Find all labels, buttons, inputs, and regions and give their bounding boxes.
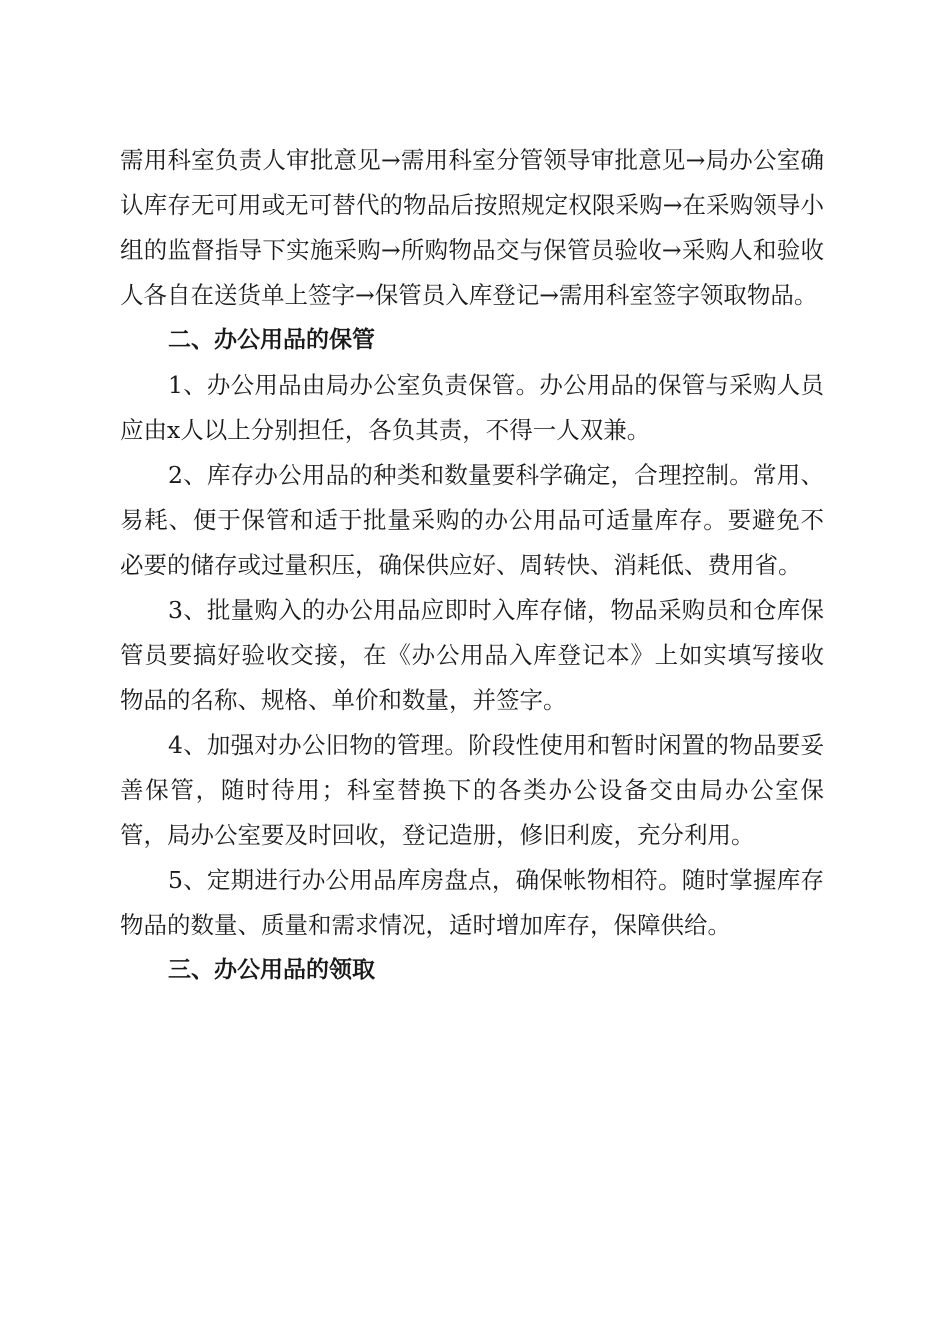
storage-item-1: 1、办公用品由局办公室负责保管。办公用品的保管与采购人员应由x人以上分别担任，各负其责，不得一人双兼。 bbox=[120, 371, 824, 444]
document-page bbox=[120, 138, 824, 993]
section-heading-storage: 二、办公用品的保管 bbox=[168, 327, 375, 353]
intro-paragraph: 需用科室负责人审批意见→需用科室分管领导审批意见→局办公室确认库存无可用或无可替代的物品后按照规定权限采购→在采购领导小组的监督指导下实施采购→所购物品交与保管员验收→采购人和验收人各自在送货单上签字→保管员入库登记→需用科室签字领取物品。 bbox=[120, 146, 824, 309]
storage-item-3: 3、批量购入的办公用品应即时入库存储，物品采购员和仓库保管员要搞好验收交接，在《办公用品入库登记本》上如实填写接收物品的名称、规格、单价和数量，并签字。 bbox=[120, 596, 824, 714]
storage-item-2: 2、库存办公用品的种类和数量要科学确定，合理控制。常用、易耗、便于保管和适于批量采购的办公用品可适量库存。要避免不必要的储存或过量积压，确保供应好、周转快、消耗低、费用省。 bbox=[120, 461, 824, 579]
storage-item-5: 5、定期进行办公用品库房盘点，确保帐物相符。随时掌握库存物品的数量、质量和需求情况，适时增加库存，保障供给。 bbox=[120, 866, 824, 939]
section-heading-collection: 三、办公用品的领取 bbox=[168, 957, 375, 983]
storage-item-4: 4、加强对办公旧物的管理。阶段性使用和暂时闲置的物品要妥善保管，随时待用；科室替换下的各类办公设备交由局办公室保管，局办公室要及时回收，登记造册，修旧利废，充分利用。 bbox=[120, 731, 824, 849]
